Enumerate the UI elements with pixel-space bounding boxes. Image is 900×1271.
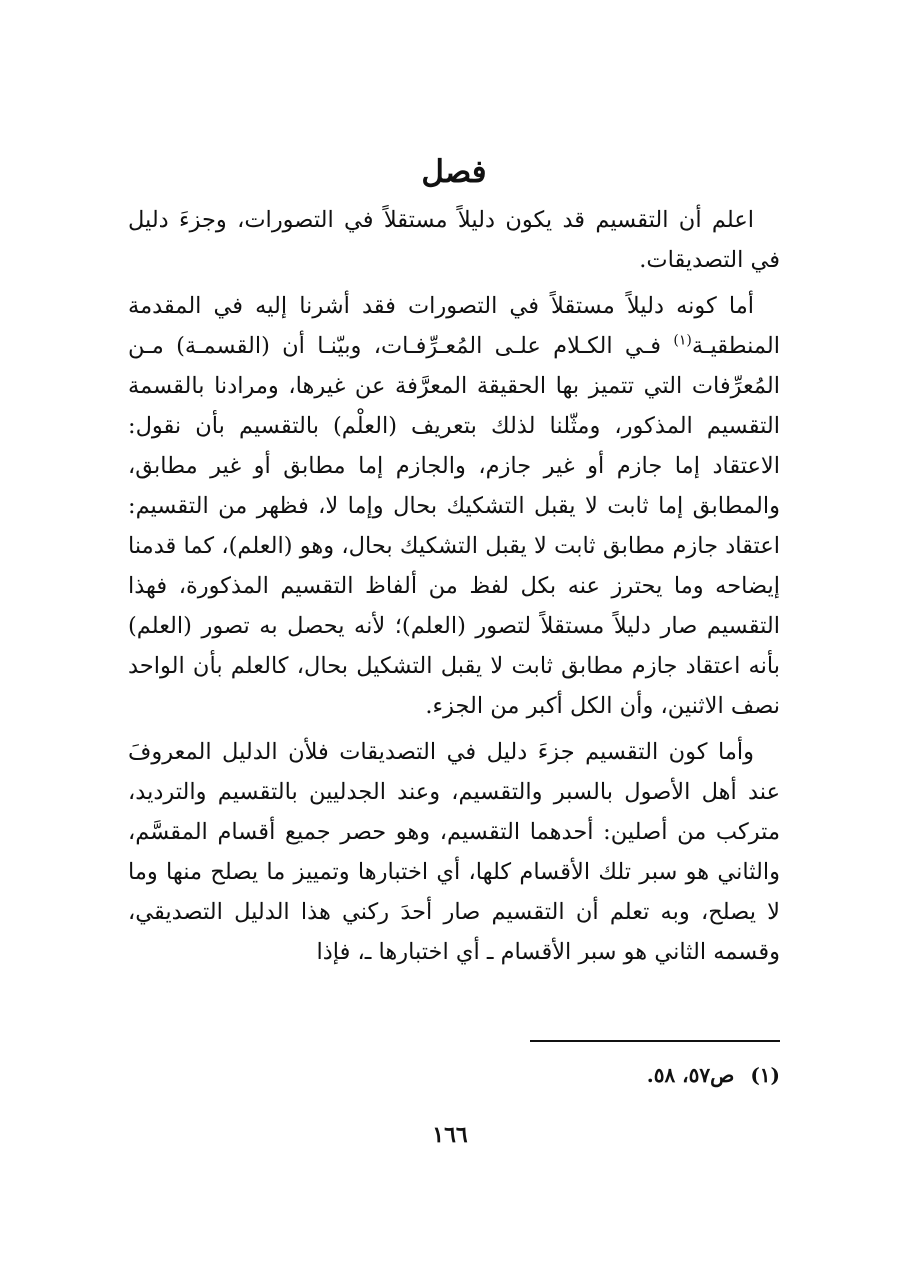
page-number: ١٦٦ [432,1122,468,1148]
paragraph-1: اعلم أن التقسيم قد يكون دليلاً مستقلاً في التصورات، وجزءَ دليل في التصديقات. [128,207,780,273]
footnote [647,1060,780,1090]
page-content [128,150,780,1150]
footnote-number: (١) [750,1063,780,1087]
footnote-divider [530,1040,780,1042]
footnote-reference[interactable]: (١) [673,332,692,349]
section-title: فصل [421,154,487,190]
paragraph-3: وأما كون التقسيم جزءَ دليل في التصديقات فلأن الدليل المعروفَ عند أهل الأصول بالسبر والتقسيم، وعند الجدليين بالتقسيم والترديد، متركب من أصلين: أحدهما التقسيم، وهو حصر جميع أقسام المقسَّم، والثاني هو سبر تلك الأقسام كلها، أي اختبارها وتمييز ما يصلح منها وما لا يصلح، وبه تعلم أن التقسيم صار أحدَ ركني هذا الدليل التصديقي، وقسمه الثاني هو سبر الأقسام ـ أي اختبارها ـ، فإذا [128,739,780,965]
paragraph-2-part-2: فـي الكـلام علـى المُعـرِّفـات، وبيّنـا أن (القسمـة) مـن المُعرِّفات التي تتميز بها الحقيقة المعرَّفة عن غيرها، ومرادنا بالقسمة التقسيم المذكور، ومثّلنا لذلك بتعريف (العلْم) بالتقسيم بأن نقول: الاعتقاد إما جازم أو غير جازم، والجازم إما مطابق أو غير مطابق، والمطابق إما ثابت لا يقبل التشكيك بحال وإما لا، فظهر من التقسيم: اعتقاد جازم مطابق ثابت لا يقبل التشكيك بحال، وهو (العلم)، كما قدمنا إيضاحه وما يحترز عنه بكل لفظ من ألفاظ التقسيم المذكورة، فهذا التقسيم صار دليلاً مستقلاً لتصور (العلم)؛ لأنه يحصل به تصور (العلم) بأنه اعتقاد جازم مطابق ثابت لا يقبل التشكيل بحال، كالعلم بأن الواحد نصف الاثنين، وأن الكل أكبر من الجزء. [128,333,780,719]
footnote-text: ص٥٧، ٥٨. [646,1063,735,1087]
paragraph-2 [128,286,780,726]
paragraph-2-part-1: أما كونه دليلاً مستقلاً في التصورات فقد أشرنا إليه في المقدمة المنطقيـة [128,293,780,359]
